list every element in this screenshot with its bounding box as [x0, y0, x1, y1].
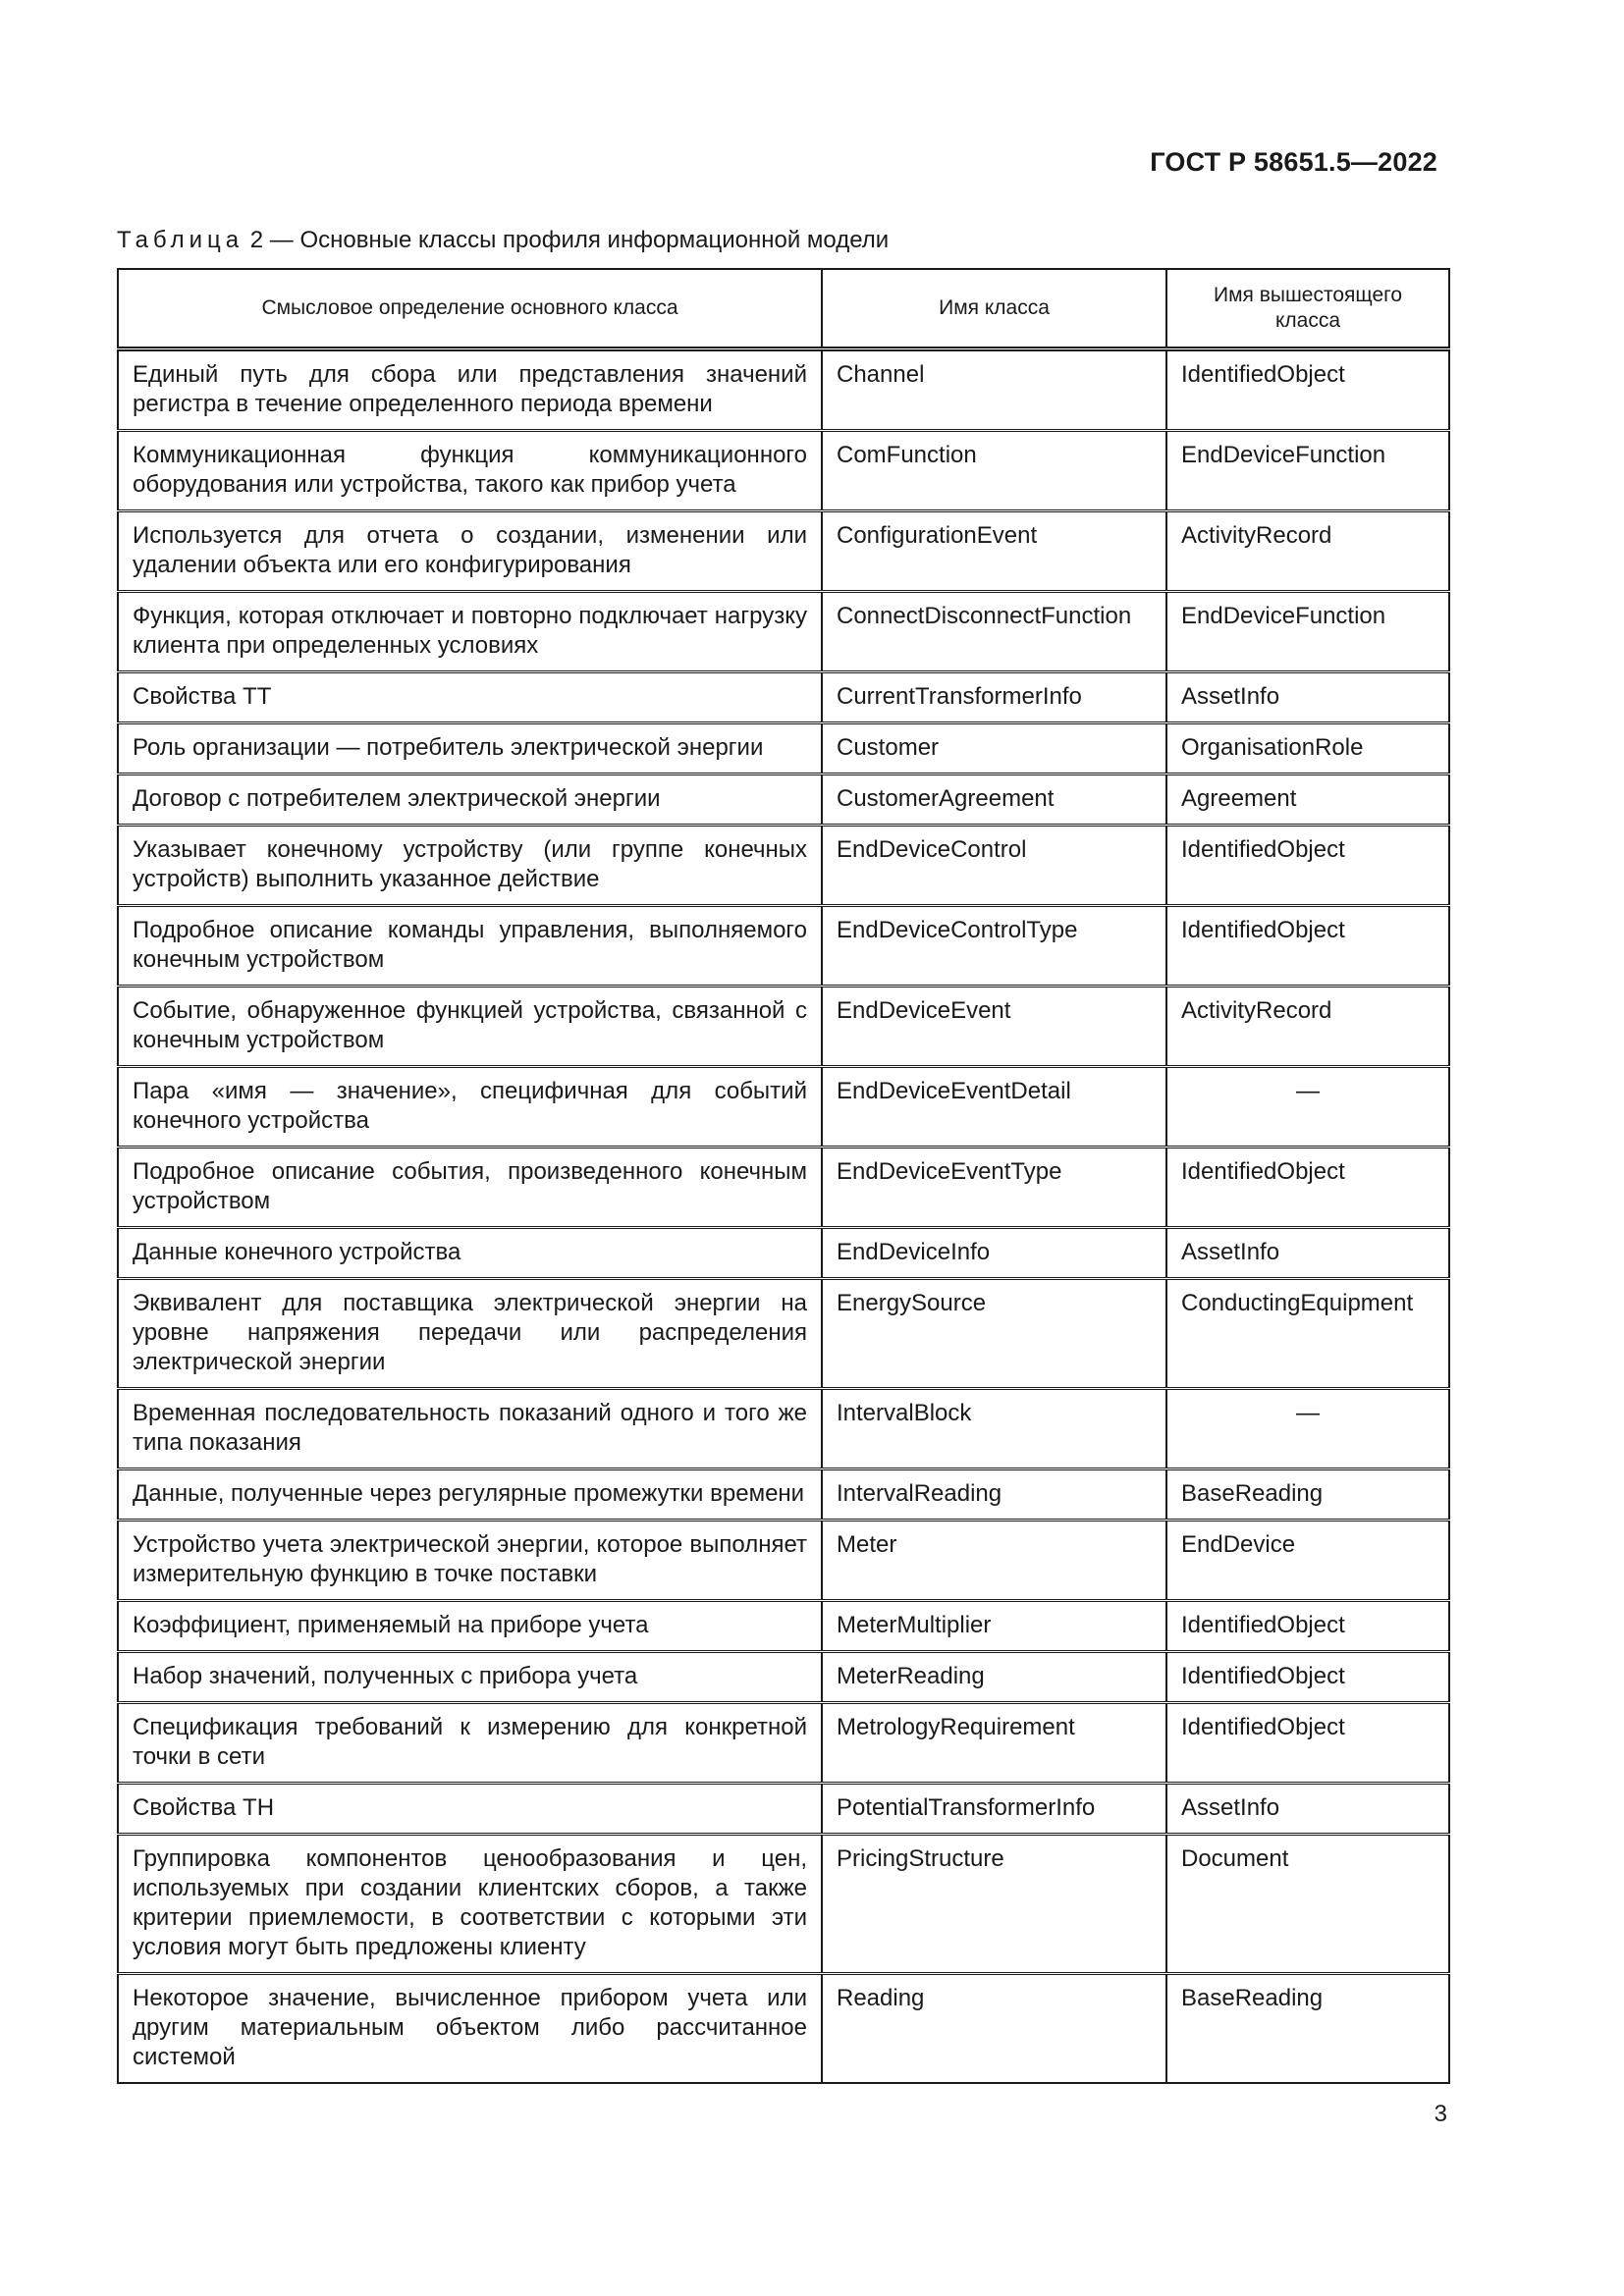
parent-class-cell: EndDeviceFunction: [1166, 592, 1449, 672]
table-row: [118, 987, 1449, 1067]
table-row: [118, 1279, 1449, 1389]
class-name-cell: EndDeviceInfo: [822, 1228, 1166, 1279]
table-row: [118, 1784, 1449, 1835]
class-name-cell: ConfigurationEvent: [822, 511, 1166, 592]
class-name-cell: ComFunction: [822, 431, 1166, 511]
table-row: [118, 592, 1449, 672]
table-row: [118, 1835, 1449, 1974]
parent-class-cell: BaseReading: [1166, 1974, 1449, 2084]
class-definition-cell: Группировка компонентов ценообразования и цен, используемых при создании клиентских сборов, а также критерии приемлемости, в соответствии с которыми эти условия могут быть предложены клиенту: [118, 1835, 822, 1974]
parent-class-cell: IdentifiedObject: [1166, 1148, 1449, 1228]
class-name-cell: CurrentTransformerInfo: [822, 672, 1166, 723]
class-name-cell: PricingStructure: [822, 1835, 1166, 1974]
class-name-cell: Meter: [822, 1521, 1166, 1601]
class-name-cell: Reading: [822, 1974, 1166, 2084]
class-name-cell: EndDeviceEvent: [822, 987, 1166, 1067]
parent-class-cell: IdentifiedObject: [1166, 1652, 1449, 1703]
class-name-cell: Customer: [822, 723, 1166, 774]
table-body: [118, 349, 1449, 2084]
parent-class-cell: AssetInfo: [1166, 672, 1449, 723]
class-definition-cell: Событие, обнаруженное функцией устройства, связанной с конечным устройством: [118, 987, 822, 1067]
class-definition-cell: Временная последовательность показаний одного и того же типа показания: [118, 1389, 822, 1469]
class-name-cell: EndDeviceEventType: [822, 1148, 1166, 1228]
parent-class-cell: BaseReading: [1166, 1469, 1449, 1521]
page-number: 3: [1434, 2101, 1447, 2127]
class-definition-cell: Пара «имя — значение», специфичная для событий конечного устройства: [118, 1067, 822, 1148]
table-row: [118, 826, 1449, 906]
table-row: [118, 1652, 1449, 1703]
parent-class-cell: OrganisationRole: [1166, 723, 1449, 774]
classes-table-container: [117, 268, 1448, 2084]
parent-class-cell: AssetInfo: [1166, 1228, 1449, 1279]
class-definition-cell: Коэффициент, применяемый на приборе учета: [118, 1601, 822, 1652]
table-row: [118, 1974, 1449, 2084]
table-row: [118, 349, 1449, 431]
parent-class-cell: EndDeviceFunction: [1166, 431, 1449, 511]
class-name-cell: PotentialTransformerInfo: [822, 1784, 1166, 1835]
table-row: [118, 1148, 1449, 1228]
parent-class-cell: —: [1166, 1389, 1449, 1469]
class-definition-cell: Спецификация требований к измерению для конкретной точки в сети: [118, 1703, 822, 1784]
class-name-cell: CustomerAgreement: [822, 774, 1166, 826]
class-name-cell: ConnectDisconnectFunction: [822, 592, 1166, 672]
table-row: [118, 1703, 1449, 1784]
class-name-cell: Channel: [822, 349, 1166, 431]
table-row: [118, 1067, 1449, 1148]
column-header-definition: Смысловое определение основного класса: [118, 269, 822, 349]
class-name-cell: EndDeviceControlType: [822, 906, 1166, 987]
parent-class-cell: IdentifiedObject: [1166, 826, 1449, 906]
table-caption: [117, 227, 889, 254]
document-code: ГОСТ Р 58651.5—2022: [1150, 147, 1437, 177]
class-definition-cell: Используется для отчета о создании, изменении или удалении объекта или его конфигурирования: [118, 511, 822, 592]
class-definition-cell: Единый путь для сбора или представления значений регистра в течение определенного периода времени: [118, 349, 822, 431]
parent-class-cell: Agreement: [1166, 774, 1449, 826]
table-row: [118, 431, 1449, 511]
table-caption-text: 2 — Основные классы профиля информационной модели: [244, 227, 890, 253]
parent-class-cell: IdentifiedObject: [1166, 1703, 1449, 1784]
class-name-cell: MeterMultiplier: [822, 1601, 1166, 1652]
table-row: [118, 774, 1449, 826]
parent-class-cell: Document: [1166, 1835, 1449, 1974]
class-name-cell: IntervalReading: [822, 1469, 1166, 1521]
column-header-class-name: Имя класса: [822, 269, 1166, 349]
class-definition-cell: Роль организации — потребитель электрической энергии: [118, 723, 822, 774]
parent-class-cell: IdentifiedObject: [1166, 906, 1449, 987]
table-caption-label: Таблица: [117, 227, 244, 253]
class-definition-cell: Набор значений, полученных с прибора учета: [118, 1652, 822, 1703]
class-definition-cell: Коммуникационная функция коммуникационного оборудования или устройства, такого как прибор учета: [118, 431, 822, 511]
classes-table: [117, 268, 1450, 2084]
parent-class-cell: IdentifiedObject: [1166, 349, 1449, 431]
table-row: [118, 906, 1449, 987]
class-definition-cell: Свойства ТН: [118, 1784, 822, 1835]
class-name-cell: IntervalBlock: [822, 1389, 1166, 1469]
table-row: [118, 672, 1449, 723]
table-row: [118, 1521, 1449, 1601]
table-row: [118, 1601, 1449, 1652]
class-definition-cell: Указывает конечному устройству (или группе конечных устройств) выполнить указанное действие: [118, 826, 822, 906]
class-definition-cell: Данные, полученные через регулярные промежутки времени: [118, 1469, 822, 1521]
table-row: [118, 1228, 1449, 1279]
class-name-cell: MeterReading: [822, 1652, 1166, 1703]
class-definition-cell: Свойства ТТ: [118, 672, 822, 723]
class-definition-cell: Договор с потребителем электрической энергии: [118, 774, 822, 826]
class-definition-cell: Подробное описание события, произведенного конечным устройством: [118, 1148, 822, 1228]
class-definition-cell: Функция, которая отключает и повторно подключает нагрузку клиента при определенных условиях: [118, 592, 822, 672]
class-definition-cell: Подробное описание команды управления, выполняемого конечным устройством: [118, 906, 822, 987]
class-definition-cell: Эквивалент для поставщика электрической энергии на уровне напряжения передачи или распределения электрической энергии: [118, 1279, 822, 1389]
class-definition-cell: Устройство учета электрической энергии, которое выполняет измерительную функцию в точке поставки: [118, 1521, 822, 1601]
table-row: [118, 511, 1449, 592]
class-definition-cell: Данные конечного устройства: [118, 1228, 822, 1279]
table-row: [118, 723, 1449, 774]
column-header-parent-class: Имя вышестоящего класса: [1166, 269, 1449, 349]
table-row: [118, 1389, 1449, 1469]
parent-class-cell: ActivityRecord: [1166, 511, 1449, 592]
class-name-cell: EndDeviceControl: [822, 826, 1166, 906]
parent-class-cell: EndDevice: [1166, 1521, 1449, 1601]
parent-class-cell: IdentifiedObject: [1166, 1601, 1449, 1652]
table-row: [118, 1469, 1449, 1521]
class-name-cell: MetrologyRequirement: [822, 1703, 1166, 1784]
parent-class-cell: —: [1166, 1067, 1449, 1148]
parent-class-cell: AssetInfo: [1166, 1784, 1449, 1835]
parent-class-cell: ConductingEquipment: [1166, 1279, 1449, 1389]
parent-class-cell: ActivityRecord: [1166, 987, 1449, 1067]
class-definition-cell: Некоторое значение, вычисленное прибором учета или другим материальным объектом либо рассчитанное системой: [118, 1974, 822, 2084]
class-name-cell: EnergySource: [822, 1279, 1166, 1389]
class-name-cell: EndDeviceEventDetail: [822, 1067, 1166, 1148]
table-header-row: [118, 269, 1449, 349]
